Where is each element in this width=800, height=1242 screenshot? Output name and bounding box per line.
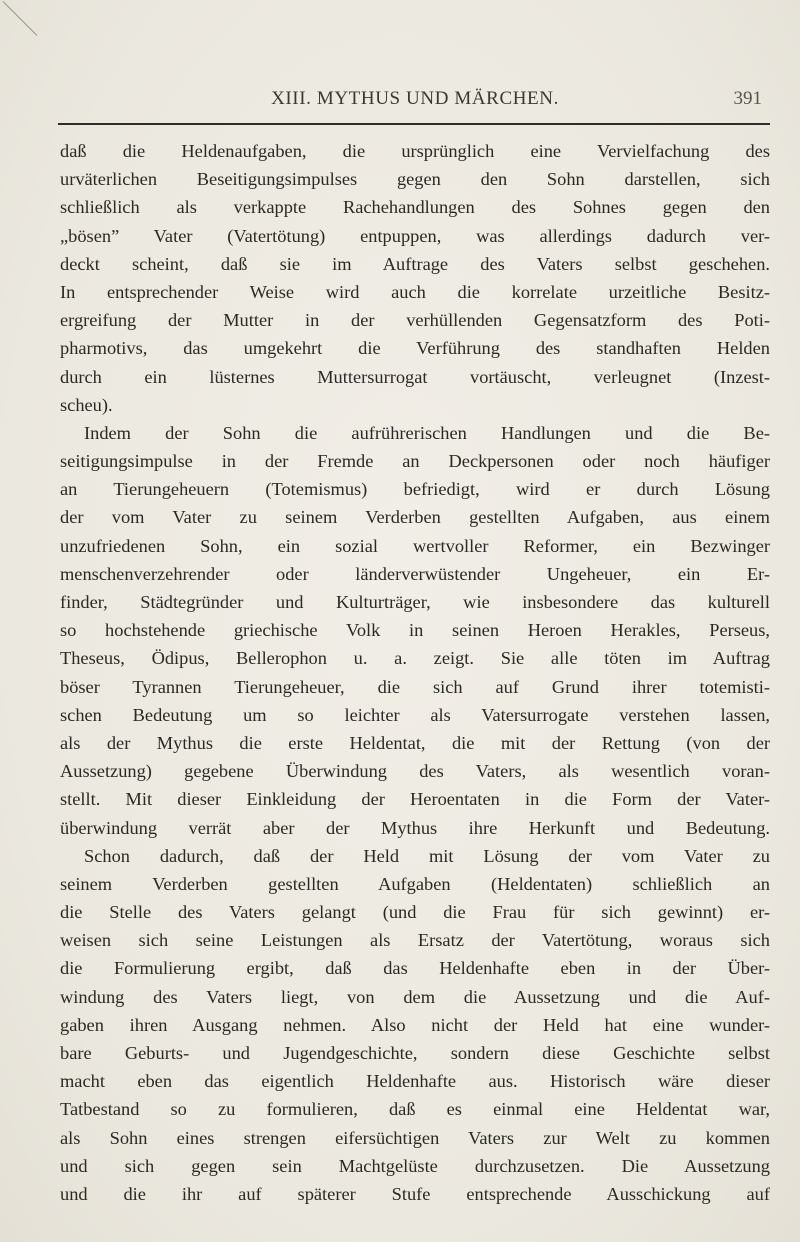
text-line: Tatbestand so zu formulieren, daß es einmal eine Heldentat war, [60, 1099, 770, 1120]
text-line: finder, Städtegründer und Kulturträger, wie insbesondere das kulturell [60, 592, 770, 612]
text-line: deckt scheint, daß sie im Auftrage des Vaters selbst geschehen. [60, 253, 770, 274]
body-text [60, 137, 770, 1204]
text-line: seinem Verderben gestellten Aufgaben (Heldentaten) schließlich an [60, 873, 770, 894]
text-line: als der Mythus die erste Heldentat, die mit der Rettung (von der [60, 732, 770, 753]
text-line: gaben ihren Ausgang nehmen. Also nicht der Held hat eine wunder- [60, 1014, 770, 1035]
text-line: seitigungsimpulse in der Fremde an Deckpersonen oder noch häufiger [60, 451, 770, 472]
text-line: windung des Vaters liegt, von dem die Aussetzung und die Auf- [60, 986, 770, 1007]
text-line: ergreifung der Mutter in der verhüllenden Gegensatzform des Poti- [60, 310, 770, 331]
corner-scan-mark [0, 0, 40, 40]
text-line: überwindung verrät aber der Mythus ihre Herkunft und Bedeutung. [60, 817, 770, 838]
text-line: weisen sich seine Leistungen als Ersatz der Vatertötung, woraus sich [60, 930, 770, 951]
page-header [60, 84, 770, 114]
text-line: „bösen” Vater (Vatertötung) entpuppen, was allerdings dadurch ver- [60, 225, 770, 246]
text-line: der vom Vater zu seinem Verderben gestellten Aufgaben, aus einem [60, 507, 770, 528]
text-line: Theseus, Ödipus, Bellerophon u. a. zeigt. Sie alle töten im Auftrag [60, 648, 770, 669]
text-line: unzufriedenen Sohn, ein sozial wertvoller Reformer, ein Bezwinger [60, 535, 770, 556]
page-number: 391 [733, 88, 762, 109]
text-line: urväterlichen Beseitigungsimpulses gegen den Sohn darstellen, sich [60, 169, 770, 190]
text-line: Schon dadurch, daß der Held mit Lösung der vom Vater zu [84, 845, 770, 866]
text-line: stellt. Mit dieser Einkleidung der Heroentaten in die Form der Vater- [60, 789, 770, 810]
text-line: so hochstehende griechische Volk in seinen Heroen Herakles, Perseus, [60, 620, 770, 641]
text-line: durch ein lüsternes Muttersurrogat vortäuscht, verleugnet (Inzest- [60, 366, 770, 387]
text-line: als Sohn eines strengen eifersüchtigen Vaters zur Welt zu kommen [60, 1127, 770, 1148]
text-line: daß die Heldenaufgaben, die ursprünglich eine Vervielfachung des [60, 141, 770, 161]
text-line: bare Geburts- und Jugendgeschichte, sondern diese Geschichte selbst [60, 1043, 770, 1063]
paragraph-end-line: scheu). [60, 394, 113, 415]
text-line: pharmotivs, das umgekehrt die Verführung des standhaften Helden [60, 338, 770, 359]
text-line: schen Bedeutung um so leichter als Vatersurrogate verstehen lassen, [60, 704, 770, 725]
header-rule [58, 123, 770, 125]
text-line: an Tierungeheuern (Totemismus) befriedigt, wird er durch Lösung [60, 479, 770, 500]
text-line: Aussetzung) gegebene Überwindung des Vaters, als wesentlich voran- [60, 761, 770, 782]
text-line: menschenverzehrender oder länderverwüstender Ungeheuer, ein Er- [60, 563, 770, 584]
text-line: die Stelle des Vaters gelangt (und die Frau für sich gewinnt) er- [60, 902, 770, 923]
text-line: böser Tyrannen Tierungeheuer, die sich auf Grund ihrer totemisti- [60, 676, 770, 697]
paragraph-start-line: Indem der Sohn die aufrührerischen Handlungen und die Be- [84, 422, 770, 443]
text-line: und die ihr auf späterer Stufe entsprechende Ausschickung auf [60, 1183, 770, 1204]
text-line: und sich gegen sein Machtgelüste durchzusetzen. Die Aussetzung [60, 1155, 770, 1176]
text-line: schließlich als verkappte Rachehandlungen des Sohnes gegen den [60, 197, 770, 218]
running-title: XIII. MYTHUS UND MÄRCHEN. [271, 88, 559, 109]
text-line: die Formulierung ergibt, daß das Heldenhafte eben in der Über- [60, 958, 770, 979]
text-line: In entsprechender Weise wird auch die korrelate urzeitliche Besitz- [60, 281, 770, 302]
text-line: macht eben das eigentlich Heldenhafte aus. Historisch wäre dieser [60, 1071, 770, 1092]
